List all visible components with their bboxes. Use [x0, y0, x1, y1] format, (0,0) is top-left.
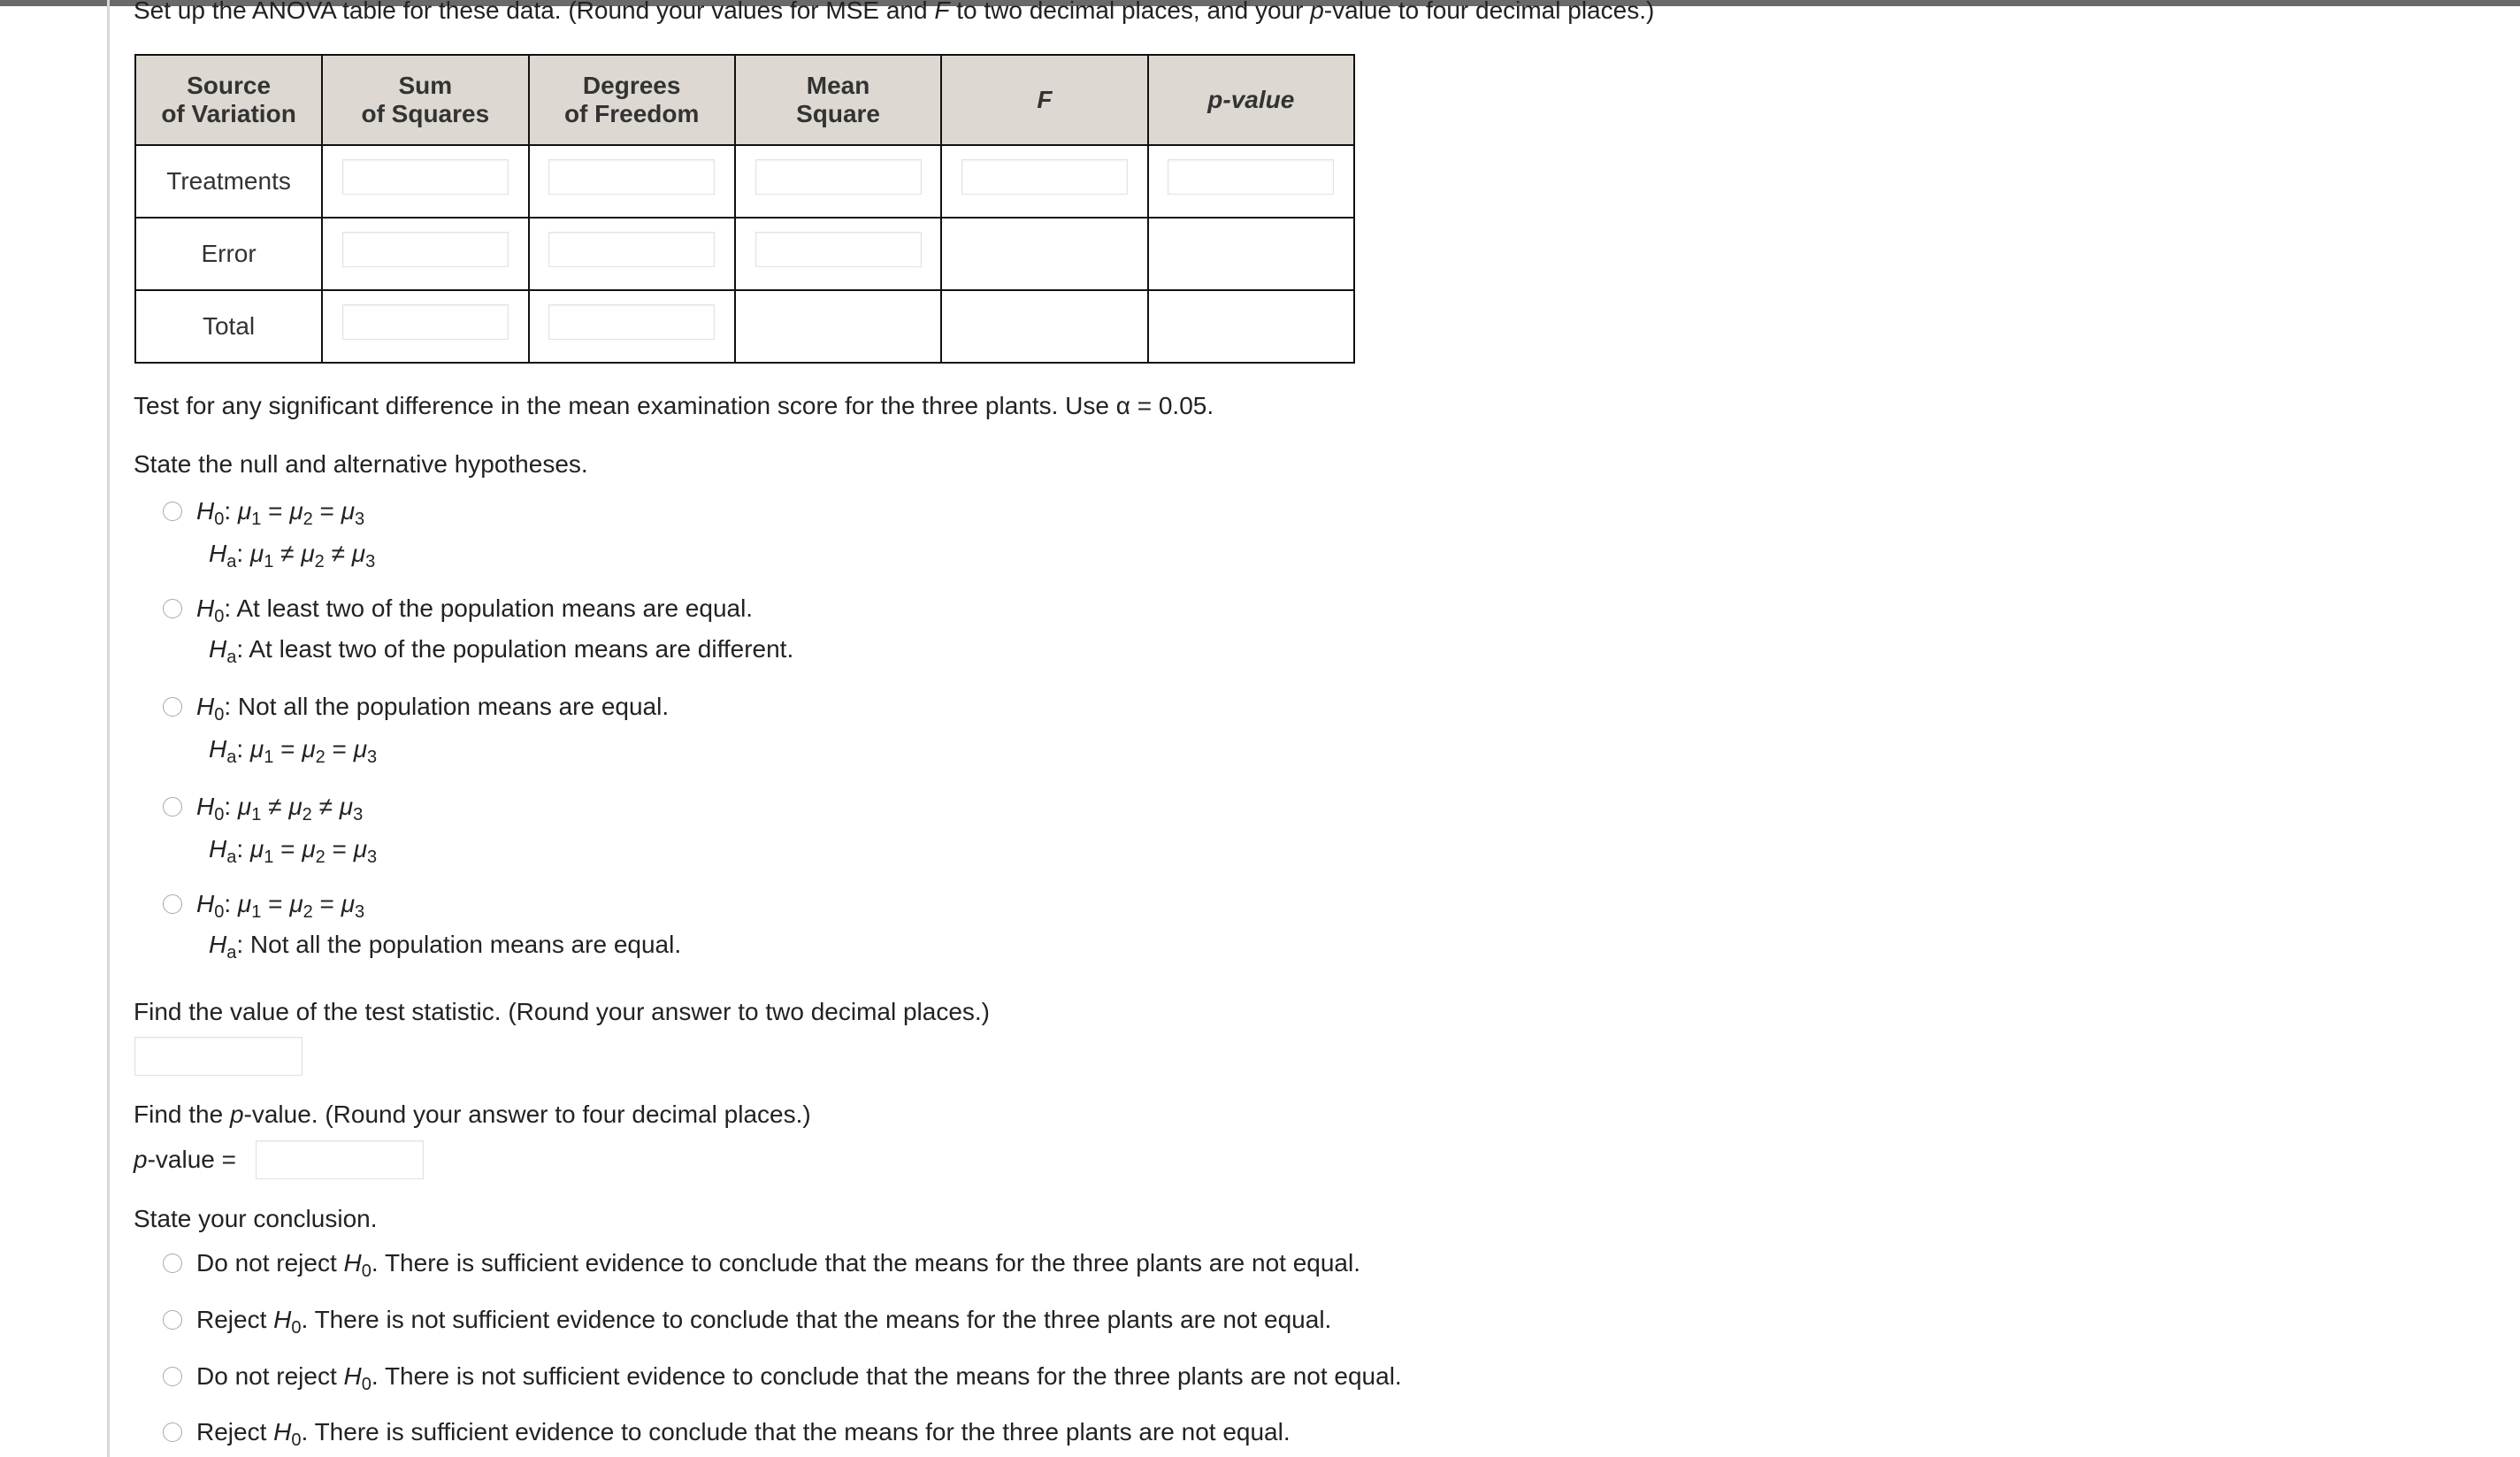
empty-cell	[941, 290, 1147, 363]
row-label: Treatments	[135, 145, 322, 218]
test-prompt: Test for any significant difference in the mean examination score for the three plants. Use α = 0.05.	[134, 392, 1214, 419]
left-border	[107, 0, 110, 1457]
row-label: Total	[135, 290, 322, 363]
treatments-ss-input[interactable]	[342, 159, 509, 195]
header-source: Source of Variation	[135, 55, 322, 145]
header-f: F	[941, 55, 1147, 145]
radio-button[interactable]	[163, 894, 182, 914]
treatments-pvalue-input[interactable]	[1168, 159, 1334, 195]
radio-button[interactable]	[163, 502, 182, 521]
anova-header-row	[135, 55, 1354, 145]
anova-table	[134, 54, 1355, 364]
header-p-value: p-value	[1148, 55, 1354, 145]
test-statistic-input[interactable]	[134, 1037, 303, 1076]
empty-cell	[941, 218, 1147, 290]
treatments-ms-input[interactable]	[755, 159, 922, 195]
radio-button[interactable]	[163, 1254, 182, 1273]
row-label: Error	[135, 218, 322, 290]
row-treatments	[135, 145, 1354, 218]
row-error	[135, 218, 1354, 290]
p-value-prompt: Find the p-value. (Round your answer to four decimal places.)	[134, 1100, 811, 1128]
hypotheses-prompt: State the null and alternative hypotheses.	[134, 450, 588, 478]
radio-button[interactable]	[163, 1367, 182, 1386]
empty-cell	[735, 290, 941, 363]
error-ms-input[interactable]	[755, 232, 922, 267]
row-total	[135, 290, 1354, 363]
header-mean-square: Mean Square	[735, 55, 941, 145]
treatments-df-input[interactable]	[548, 159, 715, 195]
radio-button[interactable]	[163, 797, 182, 817]
error-df-input[interactable]	[548, 232, 715, 267]
radio-button[interactable]	[163, 1422, 182, 1442]
radio-button[interactable]	[163, 1310, 182, 1330]
empty-cell	[1148, 290, 1354, 363]
test-statistic-prompt: Find the value of the test statistic. (Round your answer to two decimal places.)	[134, 998, 991, 1025]
total-ss-input[interactable]	[342, 304, 509, 340]
total-df-input[interactable]	[548, 304, 715, 340]
p-value-input[interactable]	[256, 1140, 424, 1179]
header-sum-of-squares: Sum of Squares	[322, 55, 528, 145]
conclusion-prompt: State your conclusion.	[134, 1205, 378, 1232]
error-ss-input[interactable]	[342, 232, 509, 267]
radio-button[interactable]	[163, 697, 182, 717]
treatments-f-input[interactable]	[961, 159, 1128, 195]
empty-cell	[1148, 218, 1354, 290]
radio-button[interactable]	[163, 599, 182, 618]
p-value-label: p-value =	[134, 1146, 236, 1173]
header-degrees-of-freedom: Degrees of Freedom	[529, 55, 735, 145]
anova-instructions: Set up the ANOVA table for these data. (Round your values for MSE and F to two decimal places, and your p-value to four decimal places.)	[134, 0, 1655, 24]
